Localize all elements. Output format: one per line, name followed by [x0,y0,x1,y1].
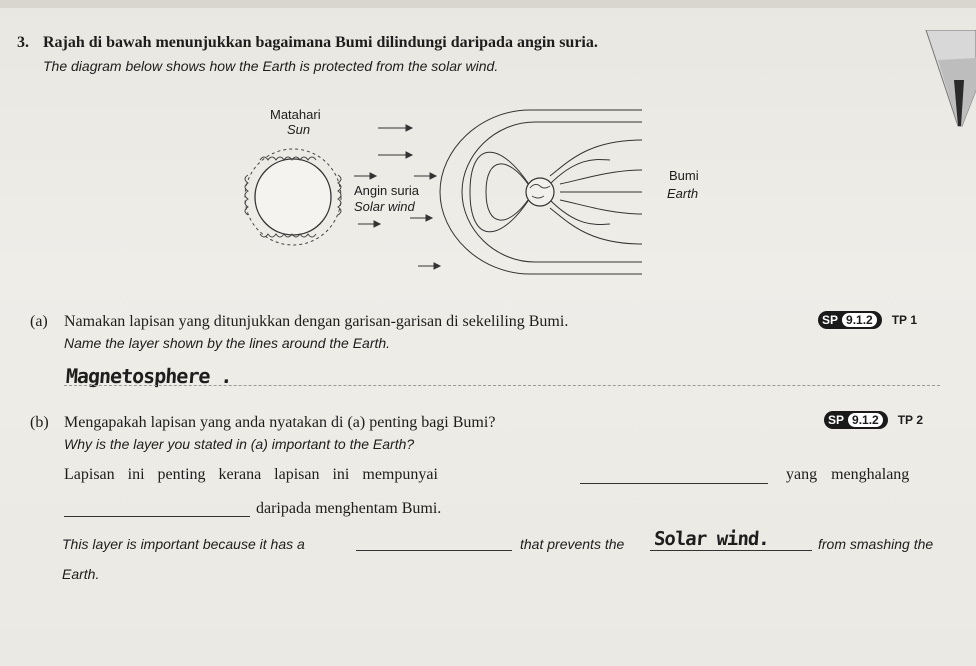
question-number: 3. [17,34,29,51]
wind-label-ms: Angin suria [354,183,420,198]
sp-tag: SP 9.1.2 [824,411,888,429]
question-title-ms: Rajah di bawah menunjukkan bagaimana Bumi dilindungi daripada angin suria. [43,34,598,51]
part-b-fill-en-2: that prevents the [520,536,625,552]
page-top-edge [0,0,976,8]
sun-label-ms: Matahari [270,107,321,122]
part-b-question-en: Why is the layer you stated in (a) important to the Earth? [64,436,415,452]
part-b-blank-en-2 [650,550,812,551]
question-title-en: The diagram below shows how the Earth is protected from the solar wind. [43,58,499,74]
part-b-fill-ms-1: Lapisan ini penting kerana lapisan ini mempunyai [64,466,438,483]
part-a-answer: Magnetosphere . [65,364,233,388]
part-b-blank-ms-2 [64,516,250,517]
part-a-question-ms: Namakan lapisan yang ditunjukkan dengan garisan-garisan di sekeliling Bumi. [64,313,569,330]
part-a-question-en: Name the layer shown by the lines around the Earth. [64,335,391,351]
part-a-answer-line [64,385,940,386]
sun-icon [245,149,341,245]
earth-label-ms: Bumi [669,168,699,183]
tp-tag: TP 2 [897,413,924,427]
part-b-fill-en-4: Earth. [62,566,100,582]
part-b-fill-en-1: This layer is important because it has a [62,536,305,552]
part-b-blank-en-1 [356,550,512,551]
sun-label-en: Sun [287,122,311,137]
earth-label-en: Earth [667,186,699,201]
wind-label-en: Solar wind [354,199,415,214]
part-a-label: (a) [30,313,48,330]
part-b-question-ms: Mengapakah lapisan yang anda nyatakan di (a) penting bagi Bumi? [64,414,496,431]
pen-image [918,30,976,140]
part-b-blank-ms-1 [580,483,768,484]
part-b-badge [824,411,923,429]
sp-tag: SP 9.1.2 [818,311,882,329]
part-b-fill-ms-2: yang menghalang [786,466,910,483]
part-a-badge [818,311,917,329]
part-b-label: (b) [30,414,49,431]
part-b-fill-ms-3: daripada menghentam Bumi. [256,500,442,517]
earth-icon [526,178,554,206]
part-b-fill-en-3: from smashing the [818,536,934,552]
tp-tag: TP 1 [891,313,918,327]
part-b-answer: Solar wind. [653,528,770,550]
